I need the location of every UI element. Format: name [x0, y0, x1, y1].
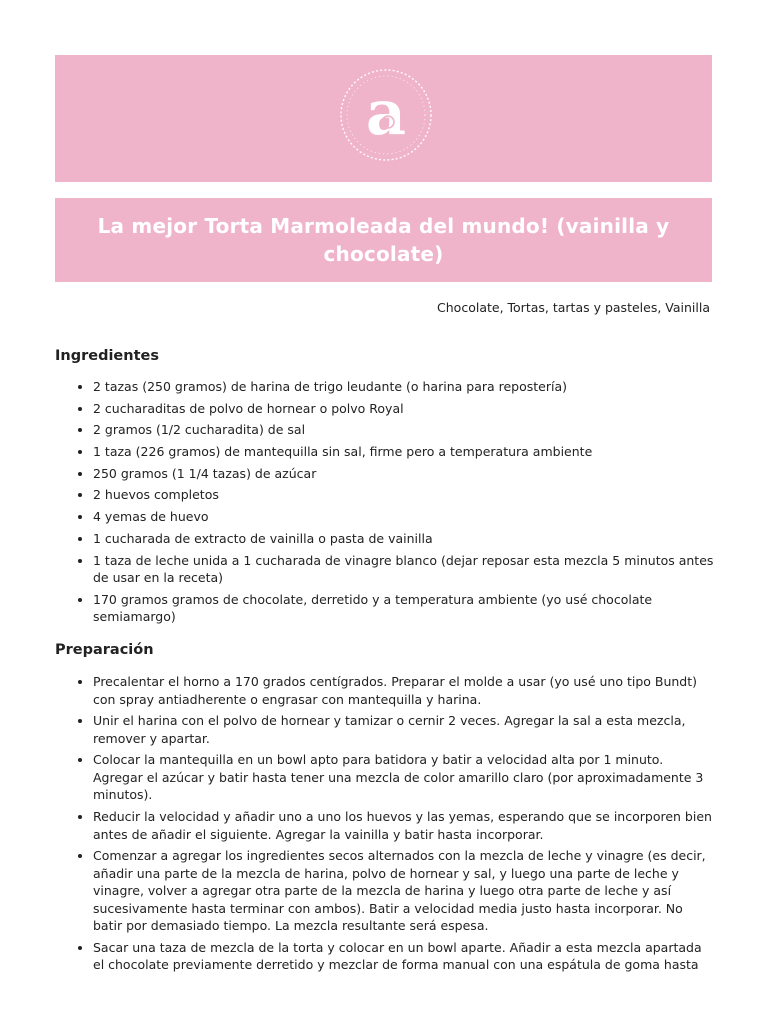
ingredient-item: • 2 cucharaditas de polvo de hornear o polvo Royal: [93, 400, 715, 418]
recipe-categories: Chocolate, Tortas, tartas y pasteles, Vainilla: [437, 300, 710, 315]
ingredients-heading: Ingredientes: [55, 348, 159, 364]
ingredient-item: • 4 yemas de huevo: [93, 508, 715, 526]
ingredient-item: • 1 taza de leche unida a 1 cucharada de vinagre blanco (dejar reposar esta mezcla 5 minutos antes de usar en la receta): [93, 552, 715, 587]
ingredient-item: • 2 gramos (1/2 cucharadita) de sal: [93, 421, 715, 439]
preparation-step: • Precalentar el horno a 170 grados centígrados. Preparar el molde a usar (yo usé uno tipo Bundt) con spray antiadherente o engrasar con mantequilla y harina.: [93, 673, 715, 708]
ingredient-item: • 1 cucharada de extracto de vainilla o pasta de vainilla: [93, 530, 715, 548]
ingredient-item: • 170 gramos gramos de chocolate, derretido y a temperatura ambiente (yo usé chocolate semiamargo): [93, 591, 715, 626]
preparation-step: • Reducir la velocidad y añadir uno a uno los huevos y las yemas, esperando que se incorporen bien antes de añadir el siguiente. Agregar la vainilla y batir hasta incorporar.: [93, 808, 715, 843]
recipe-title: La mejor Torta Marmoleada del mundo! (vainilla y chocolate): [97, 214, 670, 266]
preparation-step: • Sacar una taza de mezcla de la torta y colocar en un bowl aparte. Añadir a esta mezcla apartada el chocolate previamente derretido y mezclar de forma manual con una espátula de goma hasta: [93, 939, 715, 974]
logo-letter: a: [365, 76, 407, 149]
brand-logo: [338, 67, 434, 163]
preparation-list: [55, 673, 715, 978]
title-banner: [55, 198, 712, 282]
logo-banner: [55, 55, 712, 182]
ingredient-item: • 1 taza (226 gramos) de mantequilla sin sal, firme pero a temperatura ambiente: [93, 443, 715, 461]
preparation-step: • Unir el harina con el polvo de hornear y tamizar o cernir 2 veces. Agregar la sal a esta mezcla, remover y apartar.: [93, 712, 715, 747]
preparation-heading: Preparación: [55, 642, 154, 658]
ingredient-item: • 2 tazas (250 gramos) de harina de trigo leudante (o harina para repostería): [93, 378, 715, 396]
ingredient-item: • 250 gramos (1 1/4 tazas) de azúcar: [93, 465, 715, 483]
preparation-step: • Comenzar a agregar los ingredientes secos alternados con la mezcla de leche y vinagre (es decir, añadir una parte de la mezcla de harina, polvo de hornear y sal, y luego una parte de leche y vinagre, volver a agregar otra parte de la mezcla de harina y luego otra parte de leche y así sucesivamente hasta terminar con ambos). Batir a velocidad media justo hasta incorporar. No batir por demasiado tiempo. La mezcla resultante será espesa.: [93, 847, 715, 935]
preparation-step: • Colocar la mantequilla en un bowl apto para batidora y batir a velocidad alta por 1 minuto. Agregar el azúcar y batir hasta tener una mezcla de color amarillo claro (por aproximadamente 3 minutos).: [93, 751, 715, 804]
ingredients-list: [55, 378, 715, 630]
ingredient-item: • 2 huevos completos: [93, 486, 715, 504]
